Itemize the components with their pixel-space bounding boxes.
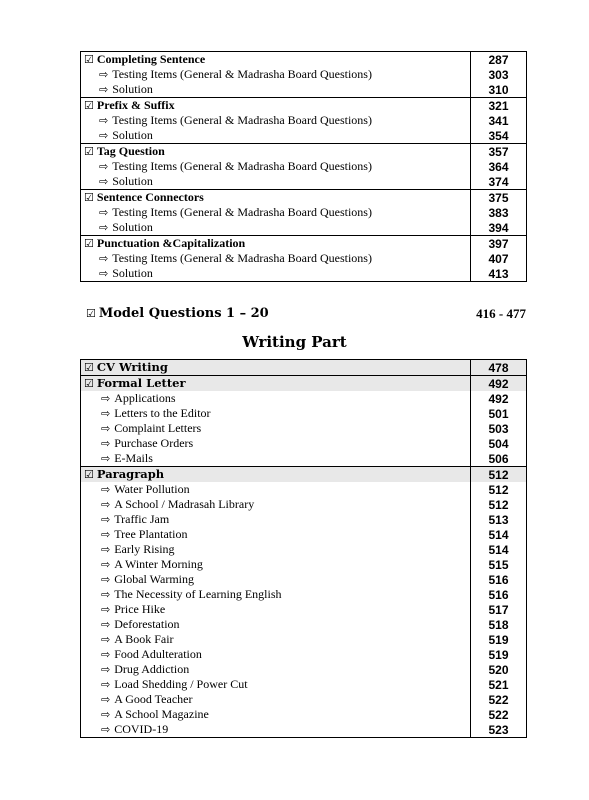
toc-entry-row — [81, 113, 527, 128]
toc-entry-row — [81, 692, 527, 707]
toc-entry-text: Completing Sentence — [96, 52, 206, 66]
toc-page-number: 506 — [471, 451, 527, 467]
arrow-right-icon: ⇨ — [101, 437, 111, 450]
toc-entry-label — [81, 421, 471, 436]
toc-page-number: 512 — [471, 497, 527, 512]
toc-entry-row — [81, 482, 527, 497]
toc-entry-text: Punctuation &Capitalization — [96, 236, 246, 250]
toc-entry-row — [81, 557, 527, 572]
toc-entry-label — [81, 436, 471, 451]
toc-entry-row — [81, 220, 527, 236]
toc-entry-label — [81, 512, 471, 527]
model-questions-label: ☑ Model Questions 1 – 20 — [86, 306, 269, 321]
section-title: Writing Part — [242, 333, 347, 351]
arrow-right-icon: ⇨ — [99, 129, 109, 142]
toc-page-number: 341 — [471, 113, 527, 128]
toc-page-number: 517 — [471, 602, 527, 617]
toc-entry-text: Formal Letter — [96, 376, 186, 390]
toc-entry-label — [81, 602, 471, 617]
checkbox-icon: ☑ — [84, 191, 94, 204]
toc-entry-row — [81, 662, 527, 677]
arrow-right-icon: ⇨ — [101, 633, 111, 646]
toc-entry-label — [81, 542, 471, 557]
toc-page-number: 492 — [471, 391, 527, 406]
arrow-right-icon: ⇨ — [101, 422, 111, 435]
toc-page-number: 512 — [471, 482, 527, 497]
toc-entry-text: Applications — [114, 391, 176, 405]
toc-entry-label — [81, 391, 471, 406]
arrow-right-icon: ⇨ — [101, 693, 111, 706]
toc-entry-text: E-Mails — [114, 451, 153, 465]
toc-entry-text: Solution — [112, 82, 153, 96]
toc-page-number: 523 — [471, 722, 527, 738]
toc-entry-text: Paragraph — [96, 467, 165, 481]
toc-entry-row — [81, 128, 527, 144]
toc-entry-label — [81, 451, 471, 467]
toc-section-row — [81, 376, 527, 392]
arrow-right-icon: ⇨ — [101, 392, 111, 405]
toc-entry-text: A Winter Morning — [114, 557, 203, 571]
toc-entry-row — [81, 67, 527, 82]
model-questions-range: 416 - 477 — [476, 306, 526, 321]
toc-page-number: 394 — [471, 220, 527, 236]
toc-entry-row — [81, 421, 527, 436]
toc-entry-label — [81, 647, 471, 662]
toc-entry-row — [81, 512, 527, 527]
toc-entry-row — [81, 647, 527, 662]
arrow-right-icon: ⇨ — [99, 83, 109, 96]
toc-entry-text: Traffic Jam — [114, 512, 170, 526]
toc-entry-text: Drug Addiction — [114, 662, 190, 676]
toc-entry-row — [81, 677, 527, 692]
toc-entry-text: A Book Fair — [114, 632, 174, 646]
toc-entry-row — [81, 159, 527, 174]
toc-entry-label — [81, 467, 471, 483]
toc-entry-label — [81, 527, 471, 542]
toc-entry-row — [81, 632, 527, 647]
toc-grammar-table — [80, 51, 527, 282]
toc-entry-text: Testing Items (General & Madrasha Board Questions) — [112, 159, 372, 173]
toc-page-number: 513 — [471, 512, 527, 527]
toc-entry-label — [81, 144, 471, 160]
toc-entry-text: Food Adulteration — [114, 647, 202, 661]
arrow-right-icon: ⇨ — [101, 498, 111, 511]
toc-entry-text: Solution — [112, 174, 153, 188]
toc-entry-text: Tree Plantation — [114, 527, 188, 541]
toc-entry-label — [81, 482, 471, 497]
toc-entry-text: Tag Question — [96, 144, 165, 158]
arrow-right-icon: ⇨ — [101, 648, 111, 661]
toc-entry-row — [81, 602, 527, 617]
toc-page-number: 374 — [471, 174, 527, 190]
toc-entry-label — [81, 251, 471, 266]
toc-page-number: 407 — [471, 251, 527, 266]
toc-entry-label — [81, 572, 471, 587]
toc-page-number: 287 — [471, 52, 527, 68]
arrow-right-icon: ⇨ — [99, 175, 109, 188]
toc-entry-row — [81, 174, 527, 190]
toc-entry-row — [81, 436, 527, 451]
toc-entry-label — [81, 266, 471, 282]
arrow-right-icon: ⇨ — [101, 678, 111, 691]
toc-entry-row — [81, 251, 527, 266]
toc-entry-text: Testing Items (General & Madrasha Board Questions) — [112, 251, 372, 265]
toc-entry-label — [81, 557, 471, 572]
arrow-right-icon: ⇨ — [99, 206, 109, 219]
toc-entry-text: Testing Items (General & Madrasha Board Questions) — [112, 67, 372, 81]
toc-entry-label — [81, 677, 471, 692]
toc-section-row — [81, 144, 527, 160]
arrow-right-icon: ⇨ — [99, 68, 109, 81]
toc-page-number: 515 — [471, 557, 527, 572]
toc-page-number: 501 — [471, 406, 527, 421]
arrow-right-icon: ⇨ — [101, 708, 111, 721]
toc-page-number: 492 — [471, 376, 527, 392]
toc-entry-label — [81, 692, 471, 707]
toc-entry-text: Early Rising — [114, 542, 175, 556]
toc-section-row — [81, 98, 527, 114]
toc-section-row — [81, 360, 527, 376]
toc-entry-label — [81, 128, 471, 144]
toc-page-number: 514 — [471, 527, 527, 542]
toc-entry-label — [81, 632, 471, 647]
toc-entry-label — [81, 617, 471, 632]
arrow-right-icon: ⇨ — [101, 452, 111, 465]
toc-page-number: 397 — [471, 236, 527, 252]
toc-page-number: 512 — [471, 467, 527, 483]
toc-section-row — [81, 236, 527, 252]
toc-entry-row — [81, 406, 527, 421]
toc-entry-label — [81, 707, 471, 722]
toc-entry-text: COVID-19 — [114, 722, 169, 736]
arrow-right-icon: ⇨ — [101, 483, 111, 496]
toc-entry-row — [81, 451, 527, 467]
toc-entry-label — [81, 67, 471, 82]
toc-entry-text: Deforestation — [114, 617, 180, 631]
toc-page-number: 413 — [471, 266, 527, 282]
toc-page-number: 514 — [471, 542, 527, 557]
toc-entry-row — [81, 572, 527, 587]
toc-entry-text: A Good Teacher — [114, 692, 193, 706]
toc-entry-text: Purchase Orders — [114, 436, 194, 450]
toc-entry-text: Solution — [112, 128, 153, 142]
toc-page-number: 519 — [471, 647, 527, 662]
toc-page-number: 504 — [471, 436, 527, 451]
arrow-right-icon: ⇨ — [101, 558, 111, 571]
toc-page-number: 478 — [471, 360, 527, 376]
toc-entry-row — [81, 205, 527, 220]
checkbox-icon: ☑ — [84, 99, 94, 112]
toc-entry-text: Sentence Connectors — [96, 190, 204, 204]
arrow-right-icon: ⇨ — [101, 407, 111, 420]
toc-page-number: 516 — [471, 572, 527, 587]
arrow-right-icon: ⇨ — [99, 160, 109, 173]
toc-entry-row — [81, 707, 527, 722]
toc-entry-label — [81, 236, 471, 252]
toc-page-number: 521 — [471, 677, 527, 692]
toc-section-row — [81, 190, 527, 206]
toc-entry-row — [81, 497, 527, 512]
arrow-right-icon: ⇨ — [101, 513, 111, 526]
toc-section-row — [81, 52, 527, 68]
toc-page-number: 522 — [471, 707, 527, 722]
toc-entry-label — [81, 376, 471, 392]
toc-page-number: 503 — [471, 421, 527, 436]
toc-entry-row — [81, 266, 527, 282]
toc-entry-row — [81, 527, 527, 542]
toc-entry-label — [81, 98, 471, 114]
checkbox-icon: ☑ — [84, 53, 94, 66]
toc-page-number: 383 — [471, 205, 527, 220]
toc-page-number: 364 — [471, 159, 527, 174]
toc-entry-label — [81, 190, 471, 206]
arrow-right-icon: ⇨ — [99, 221, 109, 234]
model-questions-line — [86, 305, 526, 323]
toc-entry-label — [81, 497, 471, 512]
arrow-right-icon: ⇨ — [99, 114, 109, 127]
toc-page-number: 303 — [471, 67, 527, 82]
toc-entry-row — [81, 587, 527, 602]
checkbox-icon: ☑ — [84, 237, 94, 250]
toc-writing-table — [80, 359, 527, 738]
toc-entry-label — [81, 52, 471, 68]
toc-entry-label — [81, 662, 471, 677]
toc-page-number: 310 — [471, 82, 527, 98]
toc-entry-text: Complaint Letters — [114, 421, 202, 435]
toc-entry-text: Water Pollution — [114, 482, 190, 496]
arrow-right-icon: ⇨ — [101, 528, 111, 541]
arrow-right-icon: ⇨ — [101, 573, 111, 586]
checkbox-icon: ☑ — [86, 307, 96, 320]
toc-entry-row — [81, 617, 527, 632]
toc-entry-text: Price Hike — [114, 602, 166, 616]
toc-entry-text: Testing Items (General & Madrasha Board Questions) — [112, 205, 372, 219]
toc-entry-text: Global Warming — [114, 572, 195, 586]
toc-entry-row — [81, 391, 527, 406]
toc-entry-row — [81, 542, 527, 557]
checkbox-icon: ☑ — [84, 145, 94, 158]
toc-entry-text: Testing Items (General & Madrasha Board Questions) — [112, 113, 372, 127]
arrow-right-icon: ⇨ — [101, 543, 111, 556]
toc-entry-label — [81, 406, 471, 421]
toc-entry-label — [81, 159, 471, 174]
checkbox-icon: ☑ — [84, 361, 94, 374]
arrow-right-icon: ⇨ — [101, 618, 111, 631]
toc-page-number: 354 — [471, 128, 527, 144]
toc-entry-text: A School Magazine — [114, 707, 209, 721]
arrow-right-icon: ⇨ — [101, 588, 111, 601]
arrow-right-icon: ⇨ — [99, 252, 109, 265]
toc-entry-text: Solution — [112, 220, 153, 234]
toc-entry-row — [81, 722, 527, 738]
toc-entry-row — [81, 82, 527, 98]
toc-page-number: 516 — [471, 587, 527, 602]
toc-entry-text: Prefix & Suffix — [96, 98, 175, 112]
toc-entry-label — [81, 174, 471, 190]
toc-entry-label — [81, 220, 471, 236]
checkbox-icon: ☑ — [84, 468, 94, 481]
toc-section-row — [81, 467, 527, 483]
arrow-right-icon: ⇨ — [101, 663, 111, 676]
toc-page-number: 321 — [471, 98, 527, 114]
toc-entry-label — [81, 82, 471, 98]
arrow-right-icon: ⇨ — [99, 267, 109, 280]
toc-entry-text: CV Writing — [96, 360, 168, 374]
toc-page-number: 518 — [471, 617, 527, 632]
toc-entry-label — [81, 587, 471, 602]
toc-entry-text: Letters to the Editor — [114, 406, 211, 420]
arrow-right-icon: ⇨ — [101, 723, 111, 736]
toc-entry-text: Load Shedding / Power Cut — [114, 677, 248, 691]
toc-page-number: 520 — [471, 662, 527, 677]
toc-entry-text: The Necessity of Learning English — [114, 587, 282, 601]
toc-page-number: 522 — [471, 692, 527, 707]
toc-entry-label — [81, 360, 471, 376]
toc-entry-label — [81, 722, 471, 738]
checkbox-icon: ☑ — [84, 377, 94, 390]
toc-page-number: 519 — [471, 632, 527, 647]
arrow-right-icon: ⇨ — [101, 603, 111, 616]
toc-entry-text: A School / Madrasah Library — [114, 497, 255, 511]
toc-page-number: 375 — [471, 190, 527, 206]
toc-entry-text: Solution — [112, 266, 153, 280]
toc-entry-label — [81, 113, 471, 128]
toc-entry-label — [81, 205, 471, 220]
toc-page-number: 357 — [471, 144, 527, 160]
